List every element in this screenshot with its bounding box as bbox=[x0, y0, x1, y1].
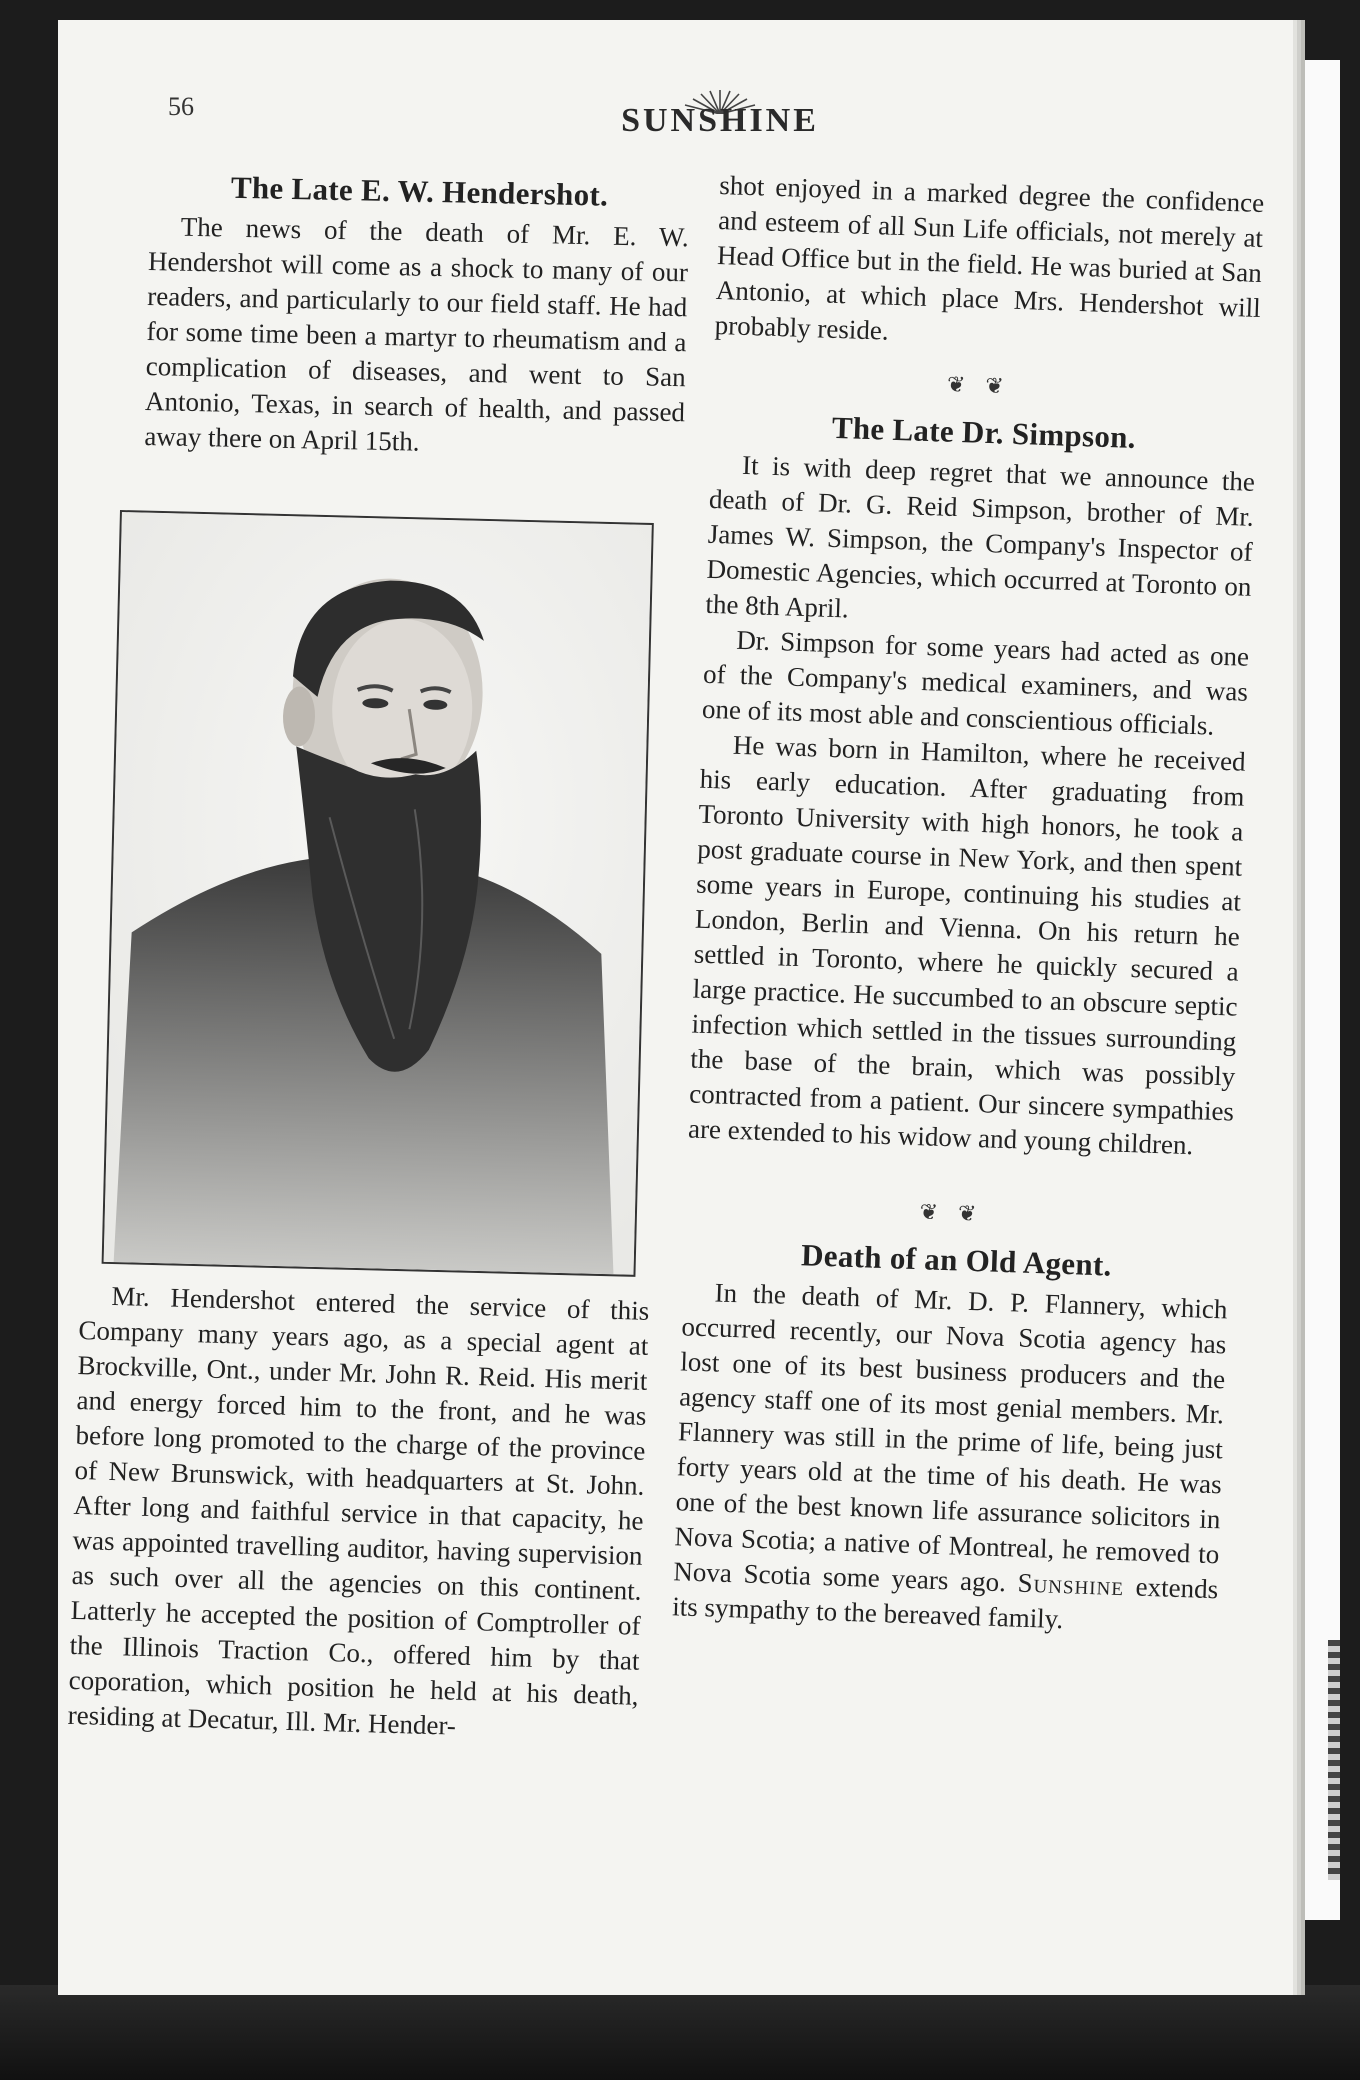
article-paragraph: Dr. Simpson for some years had acted as one of the Company's medical examiners, and was one of its most able and conscientious officials. bbox=[701, 624, 1250, 741]
article-paragraph: He was born in Hamilton, where he received his early education. After graduating from Toronto University with high honors, he took a post graduate course in New York, and then spent some years in Europe, continuing his studies at London, Berlin and Vienna. On his return he settled in Toronto, where he quickly secured a large practice. He succumbed to an obscure septic infection which settled in the tissues surrounding the base of the brain, which was possibly contracted from a patient. Our sincere sympathies are extended to his widow and young children. bbox=[687, 729, 1247, 1161]
masthead bbox=[620, 88, 820, 140]
article-title-hendershot: The Late E. W. Hendershot. bbox=[230, 169, 609, 213]
right-column bbox=[672, 168, 1265, 1642]
article-title-old-agent: Death of an Old Agent. bbox=[800, 1237, 1113, 1283]
article-paragraph: Mr. Hendershot entered the service of this Company many years ago, as a special agent at Brockville, Ont., under Mr. John R. Reid. His merit and energy forced him to the front, and he was before long promoted to the charge of the province of New Brunswick, with headquarters at St. John. After long and faithful service in that capacity, he was appointed travelling auditor, having supervision as such over all the agencies on this continent. Latterly he accepted the position of Comptroller of the Illinois Traction Co., offered him by that coporation, which position he held at his death, residing at Decatur, Ill. Mr. Hender- bbox=[67, 1280, 650, 1741]
article-paragraph: shot enjoyed in a marked degree the confidence and esteem of all Sun Life officials, not merely at Head Office but in the field. He was buried at San Antonio, at which place Mrs. Hendershot will probably reside. bbox=[714, 169, 1265, 346]
masthead-reference: Sunshine bbox=[1017, 1567, 1125, 1602]
article-hendershot-intro bbox=[144, 168, 690, 465]
article-hendershot-career bbox=[67, 1278, 649, 1749]
article-text: extends its sympathy to the bereaved family. bbox=[671, 1571, 1219, 1635]
scan-bottom-band bbox=[0, 1985, 1360, 2080]
article-paragraph bbox=[672, 1274, 1228, 1642]
film-edge-marks bbox=[1328, 1640, 1340, 1880]
section-ornament-icon: ❦❦ bbox=[946, 371, 1025, 400]
section-ornament-icon: ❦❦ bbox=[919, 1199, 997, 1227]
article-paragraph: It is with deep regret that we announce the death of Dr. G. Reid Simpson, brother of Mr. James W. Simpson, the Company's Inspector of Domestic Agencies, which occurred at Toronto on the 8th April. bbox=[705, 449, 1256, 624]
article-paragraph: The news of the death of Mr. E. W. Hendershot will come as a shock to many of our readers, and particularly to our field staff. He had for some time been a martyr to rheumatism and a complication of diseases, and went to San Antonio, Texas, in search of health, and passed away there on April 15th. bbox=[144, 211, 689, 457]
article-title-simpson: The Late Dr. Simpson. bbox=[831, 409, 1137, 455]
page-number: 56 bbox=[168, 92, 194, 121]
portrait-illustration bbox=[104, 512, 652, 1275]
article-text: In the death of Mr. D. P. Flannery, which occurred recently, our Nova Scotia agency has lost one of its best business producers and the agency staff one of its most genial members. Mr. Flannery was still in the prime of life, being just forty years old at the time of his death. He was one of the best known life assurance solicitors in Nova Scotia; a native of Montreal, he removed to Nova Scotia some years ago. bbox=[672, 1277, 1228, 1598]
masthead-title: SUNSHINE bbox=[621, 102, 819, 139]
portrait-photo bbox=[102, 510, 654, 1277]
